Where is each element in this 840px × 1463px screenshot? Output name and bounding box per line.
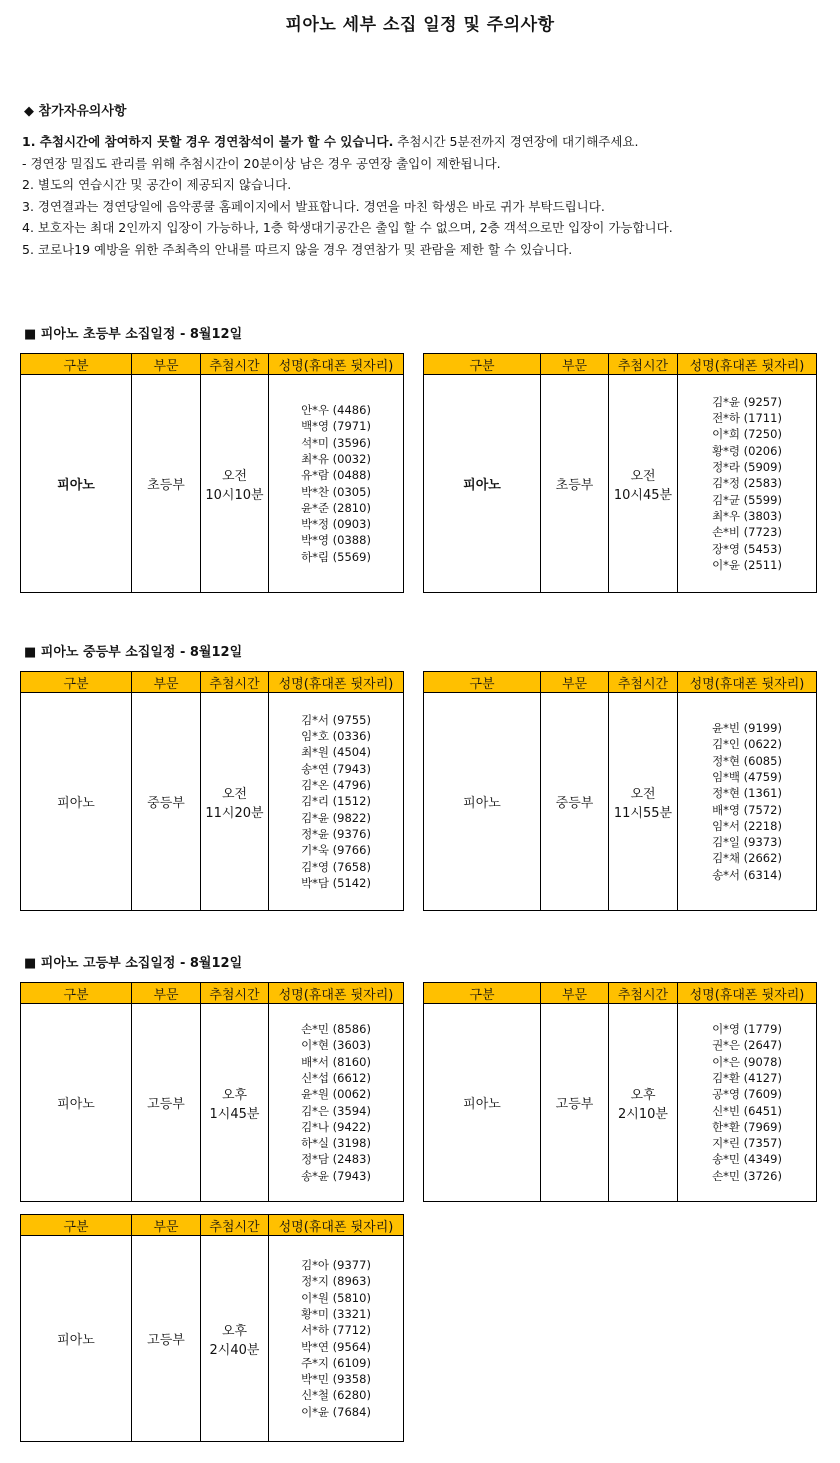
participant-name: 정*윤 (9376) xyxy=(301,826,371,841)
draw-time-ampm: 오후 xyxy=(630,1087,656,1103)
division-cell: 고등부 xyxy=(132,1236,201,1442)
notice-line-6: 5. 코로나19 예방을 위한 주최측의 안내를 따르지 않을 경우 경연참가 및 관람을 제한 할 수 있습니다. xyxy=(22,241,573,257)
header-category: 구분 xyxy=(424,672,541,693)
header-division: 부문 xyxy=(541,354,609,375)
draw-time-value: 10시10분 xyxy=(205,487,264,503)
header-names: 성명(휴대폰 뒷자리) xyxy=(678,354,817,375)
draw-time-ampm: 오전 xyxy=(630,468,656,484)
header-draw-time: 추첨시간 xyxy=(201,1215,269,1236)
table-row xyxy=(424,375,817,593)
schedule-table-high-1 xyxy=(20,982,404,1202)
schedule-table-elementary-2 xyxy=(423,353,817,593)
draw-time-ampm: 오전 xyxy=(630,786,656,802)
draw-time-cell xyxy=(609,375,678,593)
table-header-row xyxy=(424,983,817,1004)
participant-name: 김*환 (4127) xyxy=(712,1070,782,1085)
participant-name: 유*람 (0488) xyxy=(301,468,371,483)
draw-time-ampm: 오전 xyxy=(221,786,248,802)
participant-name: 이*현 (3603) xyxy=(301,1038,371,1053)
header-names: 성명(휴대폰 뒷자리) xyxy=(269,354,404,375)
participant-name: 정*현 (1361) xyxy=(712,786,782,801)
header-division: 부문 xyxy=(541,983,609,1004)
participant-name: 김*일 (9373) xyxy=(712,835,782,850)
schedule-table-elementary-1 xyxy=(20,353,404,593)
participant-name: 배*영 (7572) xyxy=(712,802,782,817)
header-draw-time: 추첨시간 xyxy=(201,354,269,375)
draw-time-value: 2시40분 xyxy=(209,1342,260,1358)
table-header-row xyxy=(21,354,404,375)
table-header-row xyxy=(21,983,404,1004)
header-category: 구분 xyxy=(21,354,132,375)
section-heading-high: ■ 피아노 고등부 소집일정 - 8월12일 xyxy=(24,956,243,971)
participant-name: 박*찬 (0305) xyxy=(301,484,371,499)
draw-time-cell xyxy=(201,1236,269,1442)
participant-name: 기*욱 (9766) xyxy=(301,843,371,858)
participant-name: 장*영 (5453) xyxy=(712,541,782,556)
participant-name: 이*원 (5810) xyxy=(301,1290,371,1305)
participant-name: 공*영 (7609) xyxy=(712,1087,782,1102)
participant-name: 김*균 (5599) xyxy=(712,492,782,507)
participant-name: 임*서 (2218) xyxy=(712,818,782,833)
header-category: 구분 xyxy=(21,983,132,1004)
table-row xyxy=(21,1004,404,1202)
category-cell: 피아노 xyxy=(21,375,132,593)
participant-name: 정*현 (6085) xyxy=(712,753,782,768)
table-header-row xyxy=(21,1215,404,1236)
draw-time-value: 2시10분 xyxy=(618,1106,668,1122)
participant-name: 이*영 (1779) xyxy=(712,1022,782,1037)
participant-name: 손*민 (3726) xyxy=(712,1168,782,1183)
header-category: 구분 xyxy=(424,354,541,375)
division-cell: 고등부 xyxy=(132,1004,201,1202)
participant-name: 김*은 (3594) xyxy=(301,1103,371,1118)
header-draw-time: 추첨시간 xyxy=(201,983,269,1004)
participant-name: 정*지 (8963) xyxy=(301,1274,371,1289)
table-row xyxy=(21,1236,404,1442)
notice-line-1-rest: 추첨시간 5분전까지 경연장에 대기해주세요. xyxy=(393,134,639,149)
notice-line-5: 4. 보호자는 최대 2인까지 입장이 가능하나, 1층 학생대기공간은 출입 할 수 없으며, 2층 객석으로만 입장이 가능합니다. xyxy=(22,220,673,235)
draw-time-value: 11시20분 xyxy=(205,805,264,821)
section-heading-middle: ■ 피아노 중등부 소집일정 - 8월12일 xyxy=(24,645,243,660)
header-division: 부문 xyxy=(132,983,201,1004)
notice-line-1-bold: 1. 추첨시간에 참여하지 못할 경우 경연참석이 불가 할 수 있습니다. xyxy=(22,134,394,149)
participant-name: 윤*준 (2810) xyxy=(301,500,371,515)
category-cell: 피아노 xyxy=(21,1004,132,1202)
participant-name: 김*영 (7658) xyxy=(301,859,371,874)
names-cell xyxy=(678,693,817,911)
participant-name: 최*원 (4504) xyxy=(301,745,371,760)
section-heading-elementary: ■ 피아노 초등부 소집일정 - 8월12일 xyxy=(24,327,243,342)
participant-name: 김*나 (9422) xyxy=(301,1119,371,1134)
table-row xyxy=(21,375,404,593)
table-row xyxy=(424,1004,817,1202)
notice-heading: ◆ 참가자유의사항 xyxy=(24,104,127,119)
header-names: 성명(휴대폰 뒷자리) xyxy=(678,983,817,1004)
participant-name: 이*윤 (7684) xyxy=(301,1404,371,1419)
participant-name: 김*리 (1512) xyxy=(301,794,371,809)
participant-name: 박*영 (0388) xyxy=(301,533,371,548)
names-cell xyxy=(269,693,404,911)
header-draw-time: 추첨시간 xyxy=(201,672,269,693)
participant-name: 윤*빈 (9199) xyxy=(712,721,782,736)
participant-name: 송*윤 (7943) xyxy=(301,1168,371,1183)
draw-time-cell xyxy=(201,1004,269,1202)
draw-time-ampm: 오후 xyxy=(221,1323,248,1339)
header-division: 부문 xyxy=(132,354,201,375)
draw-time-ampm: 오전 xyxy=(221,468,248,484)
participant-name: 임*백 (4759) xyxy=(712,769,782,784)
participant-name: 김*윤 (9822) xyxy=(301,810,371,825)
participant-name: 김*채 (2662) xyxy=(712,851,782,866)
header-names: 성명(휴대폰 뒷자리) xyxy=(678,672,817,693)
names-cell xyxy=(269,1236,404,1442)
table-row xyxy=(21,693,404,911)
participant-name: 윤*원 (0062) xyxy=(301,1087,371,1102)
draw-time-cell xyxy=(609,693,678,911)
division-cell: 중등부 xyxy=(132,693,201,911)
participant-name: 송*연 (7943) xyxy=(301,761,371,776)
names-cell xyxy=(678,1004,817,1202)
page-title: 피아노 세부 소집 일정 및 주의사항 xyxy=(285,15,555,35)
table-header-row xyxy=(21,672,404,693)
participant-name: 권*은 (2647) xyxy=(712,1038,782,1053)
category-cell: 피아노 xyxy=(424,1004,541,1202)
participant-name: 서*하 (7712) xyxy=(301,1323,371,1338)
participant-name: 이*희 (7250) xyxy=(712,427,782,442)
header-division: 부문 xyxy=(541,672,609,693)
schedule-table-high-3 xyxy=(20,1214,404,1442)
participant-name: 최*우 (3803) xyxy=(712,508,782,523)
participant-name: 신*섭 (6612) xyxy=(301,1070,371,1085)
participant-name: 김*인 (0622) xyxy=(712,737,782,752)
participant-name: 최*유 (0032) xyxy=(301,451,371,466)
division-cell: 중등부 xyxy=(541,693,609,911)
participant-name: 배*서 (8160) xyxy=(301,1054,371,1069)
participant-name: 안*우 (4486) xyxy=(301,403,371,418)
participant-name: 황*미 (3321) xyxy=(301,1306,371,1321)
participant-name: 송*서 (6314) xyxy=(712,867,782,882)
participant-name: 황*령 (0206) xyxy=(712,443,782,458)
notice-line-1 xyxy=(22,131,673,153)
draw-time-cell xyxy=(609,1004,678,1202)
division-cell: 초등부 xyxy=(541,375,609,593)
category-cell: 피아노 xyxy=(21,1236,132,1442)
participant-name: 신*철 (6280) xyxy=(301,1388,371,1403)
division-cell: 초등부 xyxy=(132,375,201,593)
notice-line-2: - 경연장 밀집도 관리를 위해 추첨시간이 20분이상 남은 경우 공연장 출입이 제한됩니다. xyxy=(22,155,501,171)
participant-name: 김*아 (9377) xyxy=(301,1258,371,1273)
header-category: 구분 xyxy=(21,1215,132,1236)
division-cell: 고등부 xyxy=(541,1004,609,1202)
header-names: 성명(휴대폰 뒷자리) xyxy=(269,983,404,1004)
participant-name: 김*정 (2583) xyxy=(712,476,782,491)
participant-name: 전*하 (1711) xyxy=(712,411,782,426)
participant-name: 이*은 (9078) xyxy=(712,1054,782,1069)
table-header-row xyxy=(424,354,817,375)
participant-name: 손*비 (7723) xyxy=(712,525,782,540)
names-cell xyxy=(678,375,817,593)
table-row xyxy=(424,693,817,911)
participant-name: 지*린 (7357) xyxy=(712,1136,782,1151)
participant-name: 박*민 (9358) xyxy=(301,1372,371,1387)
header-category: 구분 xyxy=(424,983,541,1004)
schedule-table-middle-2 xyxy=(423,671,817,911)
notice-line-4: 3. 경연결과는 경연당일에 음악콩쿨 홈페이지에서 발표합니다. 경연을 마친 학생은 바로 귀가 부탁드립니다. xyxy=(22,198,605,214)
table-header-row xyxy=(424,672,817,693)
names-cell xyxy=(269,1004,404,1202)
participant-name: 주*지 (6109) xyxy=(301,1355,371,1370)
header-names: 성명(휴대폰 뒷자리) xyxy=(269,1215,404,1236)
header-draw-time: 추첨시간 xyxy=(609,354,678,375)
draw-time-cell xyxy=(201,693,269,911)
draw-time-ampm: 오후 xyxy=(221,1087,248,1103)
header-draw-time: 추첨시간 xyxy=(609,983,678,1004)
draw-time-value: 10시45분 xyxy=(613,487,673,503)
participant-name: 한*환 (7969) xyxy=(712,1119,782,1134)
participant-name: 하*실 (3198) xyxy=(301,1136,371,1151)
participant-name: 김*서 (9755) xyxy=(301,712,371,727)
participant-name: 박*연 (9564) xyxy=(301,1339,371,1354)
header-category: 구분 xyxy=(21,672,132,693)
participant-name: 신*빈 (6451) xyxy=(712,1103,782,1118)
notice-line-3: 2. 별도의 연습시간 및 공간이 제공되지 않습니다. xyxy=(22,177,292,192)
schedule-table-high-2 xyxy=(423,982,817,1202)
participant-name: 송*민 (4349) xyxy=(712,1152,782,1167)
header-names: 성명(휴대폰 뒷자리) xyxy=(269,672,404,693)
category-cell: 피아노 xyxy=(424,375,541,593)
draw-time-value: 1시45분 xyxy=(209,1106,260,1122)
category-cell: 피아노 xyxy=(424,693,541,911)
header-division: 부문 xyxy=(132,672,201,693)
participant-name: 박*정 (0903) xyxy=(301,517,371,532)
participant-name: 임*호 (0336) xyxy=(301,729,371,744)
participant-name: 김*윤 (9257) xyxy=(712,394,782,409)
category-cell: 피아노 xyxy=(21,693,132,911)
draw-time-cell xyxy=(201,375,269,593)
draw-time-value: 11시55분 xyxy=(613,805,673,821)
header-draw-time: 추첨시간 xyxy=(609,672,678,693)
participant-name: 박*담 (5142) xyxy=(301,875,371,890)
schedule-table-middle-1 xyxy=(20,671,404,911)
notice-list xyxy=(22,131,673,260)
participant-name: 손*민 (8586) xyxy=(301,1022,371,1037)
participant-name: 정*라 (5909) xyxy=(712,460,782,475)
participant-name: 석*미 (3596) xyxy=(301,435,371,450)
header-division: 부문 xyxy=(132,1215,201,1236)
participant-name: 이*윤 (2511) xyxy=(712,557,782,572)
participant-name: 백*영 (7971) xyxy=(301,419,371,434)
participant-name: 하*림 (5569) xyxy=(301,549,371,564)
names-cell xyxy=(269,375,404,593)
participant-name: 김*온 (4796) xyxy=(301,778,371,793)
participant-name: 정*담 (2483) xyxy=(301,1152,371,1167)
